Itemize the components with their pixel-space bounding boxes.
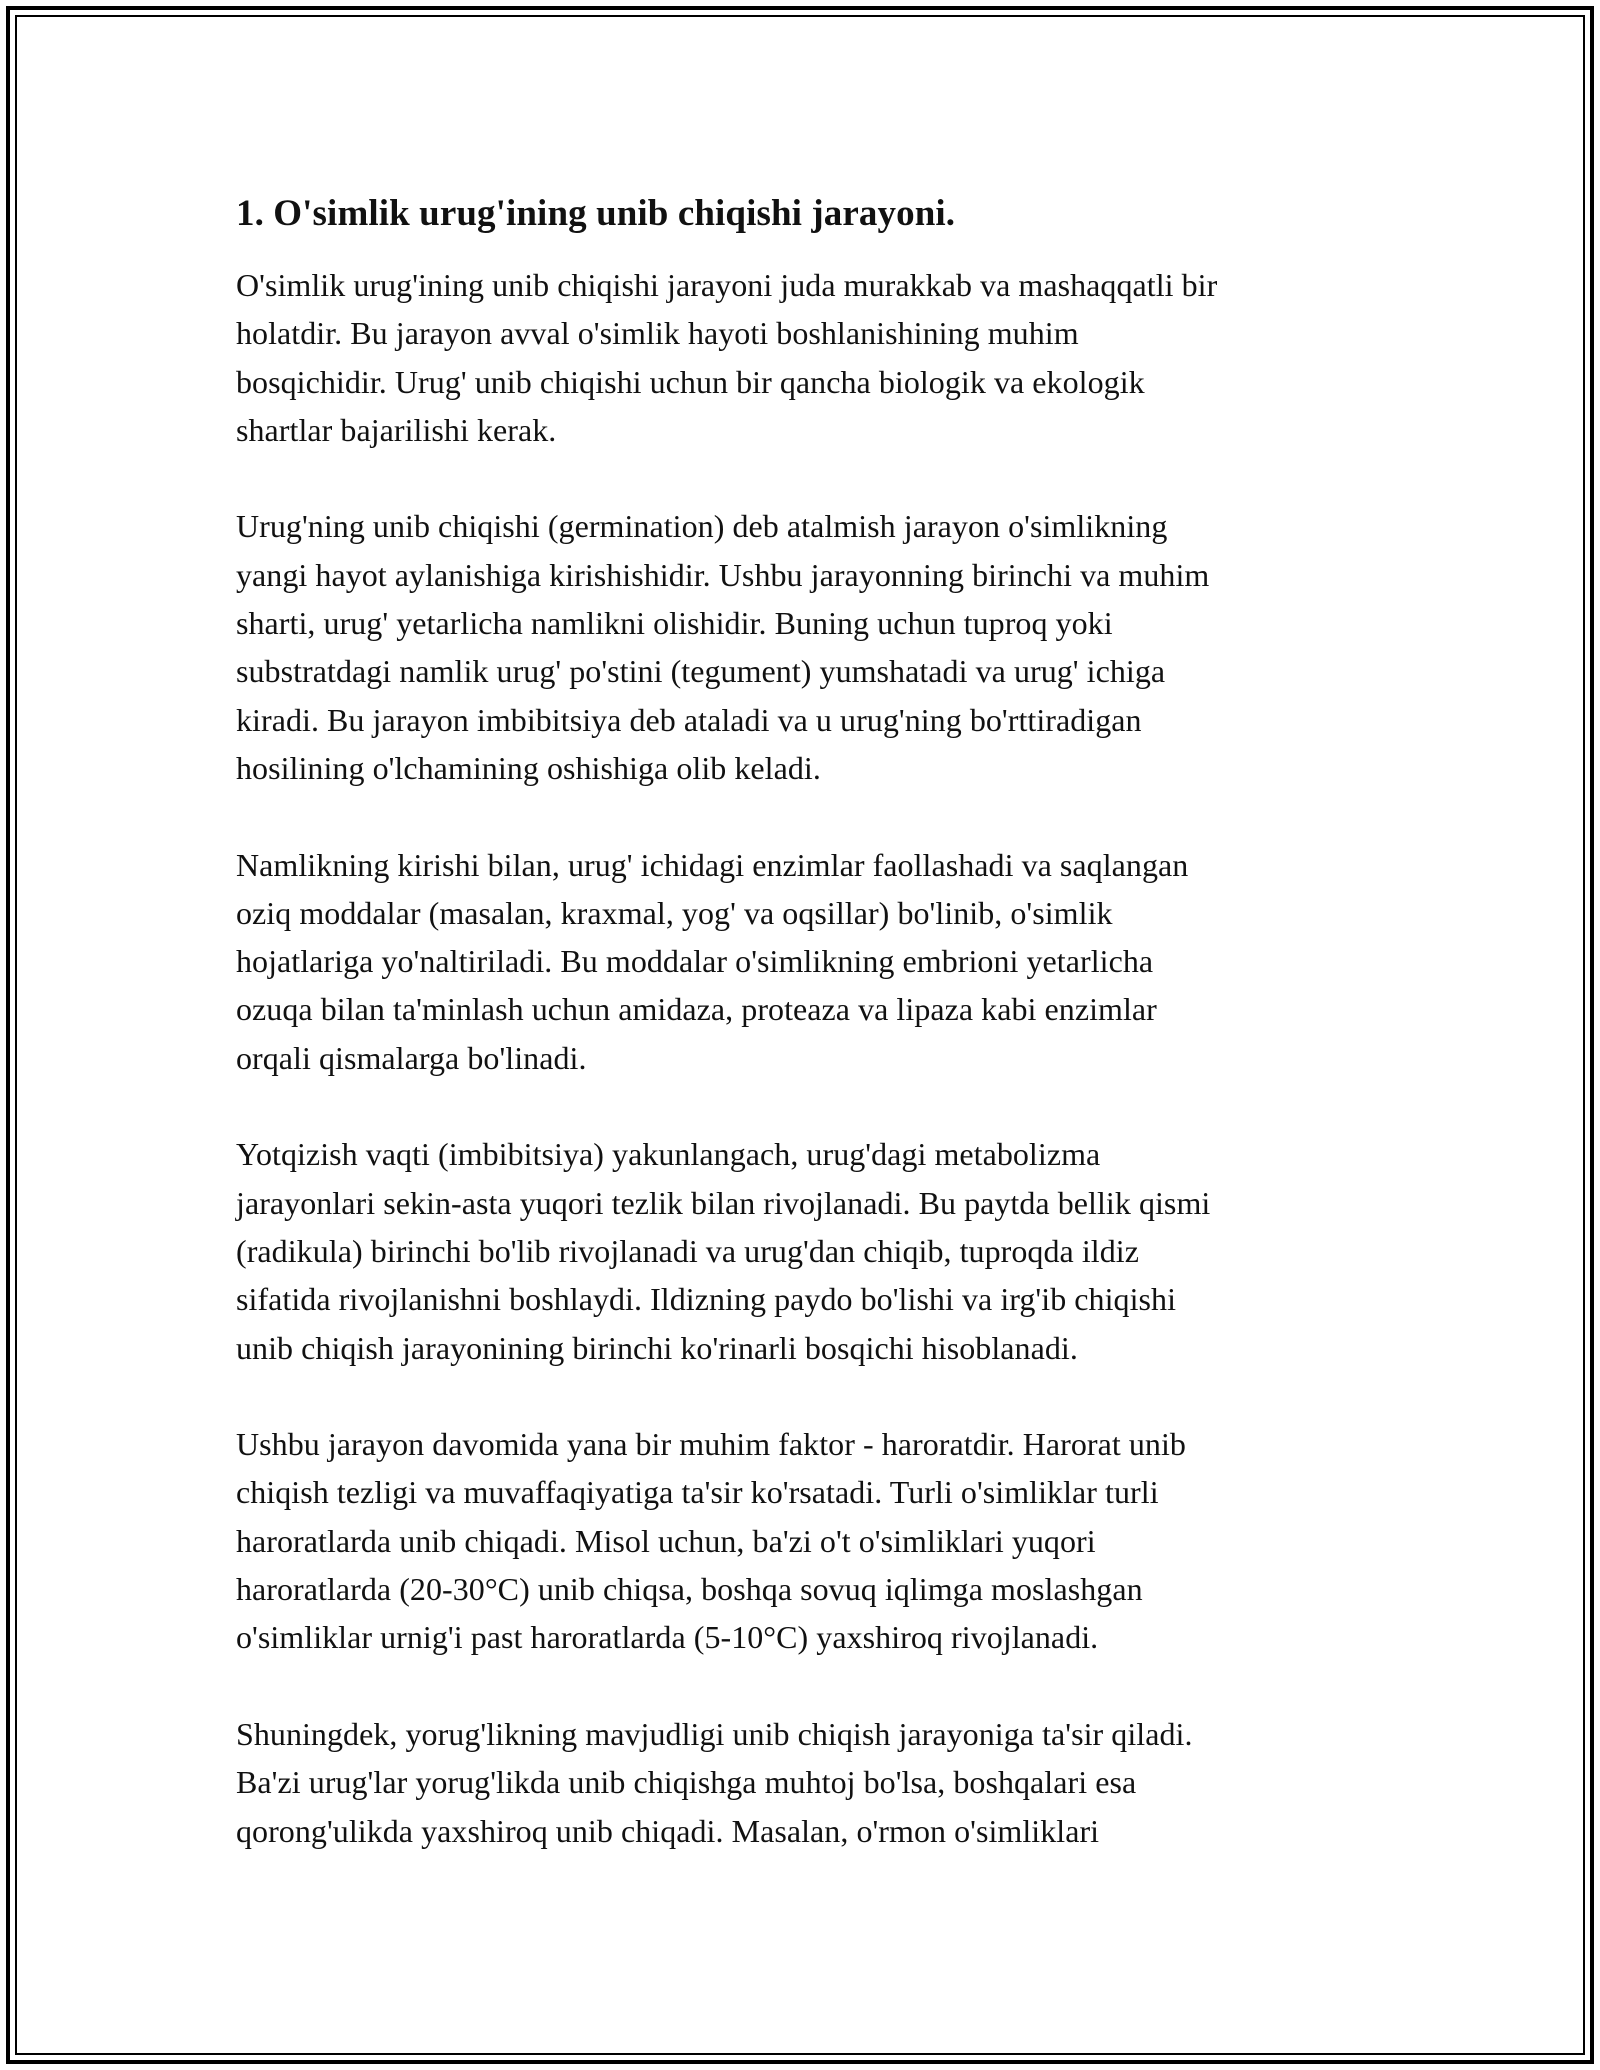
text-line: (radikula) birinchi bo'lib rivojlanadi va urug'dan chiqib, tuproqda ildiz <box>236 1232 1139 1269</box>
text-line: Ushbu jarayon davomida yana bir muhim faktor - haroratdir. Harorat unib <box>236 1426 1186 1463</box>
text-line: jarayonlari sekin-asta yuqori tezlik bilan rivojlanadi. Bu paytda bellik qismi <box>236 1184 1211 1221</box>
text-line: kiradi. Bu jarayon imbibitsiya deb ataladi va u urug'ning bo'rttiradigan <box>236 701 1142 738</box>
text-line: Shuningdek, yorug'likning mavjudligi unib chiqish jarayoniga ta'sir qiladi. <box>236 1715 1193 1752</box>
text-line: unib chiqish jarayonining birinchi ko'rinarli bosqichi hisoblanadi. <box>236 1329 1078 1366</box>
text-line: Urug'ning unib chiqishi (germination) deb atalmish jarayon o'simlikning <box>236 508 1168 545</box>
text-line: ozuqa bilan ta'minlash uchun amidaza, proteaza va lipaza kabi enzimlar <box>236 991 1157 1028</box>
text-line: qorong'ulikda yaxshiroq unib chiqadi. Masalan, o'rmon o'simliklari <box>236 1812 1100 1849</box>
text-line: O'simlik urug'ining unib chiqishi jarayoni juda murakkab va mashaqqatli bir <box>236 267 1218 303</box>
text-line: oziq moddalar (masalan, kraxmal, yog' va oqsillar) bo'linib, o'simlik <box>236 894 1113 931</box>
section-heading: 1. O'simlik urug'ining unib chiqishi jarayoni. <box>236 193 956 234</box>
text-line: Namlikning kirishi bilan, urug' ichidagi enzimlar faollashadi va saqlangan <box>236 846 1189 883</box>
text-line: hosilining o'lchamining oshishiga olib keladi. <box>236 749 821 786</box>
text-line: Ba'zi urug'lar yorug'likda unib chiqishga muhtoj bo'lsa, boshqalari esa <box>236 1764 1137 1801</box>
text-line: o'simliklar urnig'i past haroratlarda (5-10°C) yaxshiroq rivojlanadi. <box>236 1619 1099 1656</box>
text-line: sharti, urug' yetarlicha namlikni olishidir. Buning uchun tuproq yoki <box>236 605 1113 642</box>
paragraph-1 <box>236 261 1376 454</box>
text-line: chiqish tezligi va muvaffaqiyatiga ta'sir ko'rsatadi. Turli o'simliklar turli <box>236 1474 1159 1511</box>
text-line: orqali qismalarga bo'linadi. <box>236 1039 587 1076</box>
text-line: haroratlarda unib chiqadi. Misol uchun, ba'zi o't o'simliklari yuqori <box>236 1522 1096 1559</box>
text-line: Yotqizish vaqti (imbibitsiya) yakunlangach, urug'dagi metabolizma <box>236 1136 1101 1173</box>
paragraph-5 <box>236 1420 1376 1661</box>
document-body <box>236 186 1376 1855</box>
text-line: holatdir. Bu jarayon avval o'simlik hayoti boshlanishining muhim <box>236 315 1079 352</box>
paragraph-3 <box>236 841 1376 1082</box>
text-line: bosqichidir. Urug' unib chiqishi uchun bir qancha biologik va ekologik <box>236 363 1145 400</box>
paragraph-6 <box>236 1710 1376 1855</box>
text-line: haroratlarda (20-30°C) unib chiqsa, boshqa sovuq iqlimga moslashgan <box>236 1571 1143 1608</box>
text-line: sifatida rivojlanishni boshlaydi. Ildizning paydo bo'lishi va irg'ib chiqishi <box>236 1281 1177 1318</box>
paragraph-4 <box>236 1130 1376 1371</box>
text-line: substratdagi namlik urug' po'stini (tegument) yumshatadi va urug' ichiga <box>236 653 1166 690</box>
text-line: yangi hayot aylanishiga kirishishidir. Ushbu jarayonning birinchi va muhim <box>236 556 1210 593</box>
paragraph-2 <box>236 502 1376 792</box>
text-line: shartlar bajarilishi kerak. <box>236 411 557 448</box>
text-line: hojatlariga yo'naltiriladi. Bu moddalar o'simlikning embrioni yetarlicha <box>236 943 1154 980</box>
